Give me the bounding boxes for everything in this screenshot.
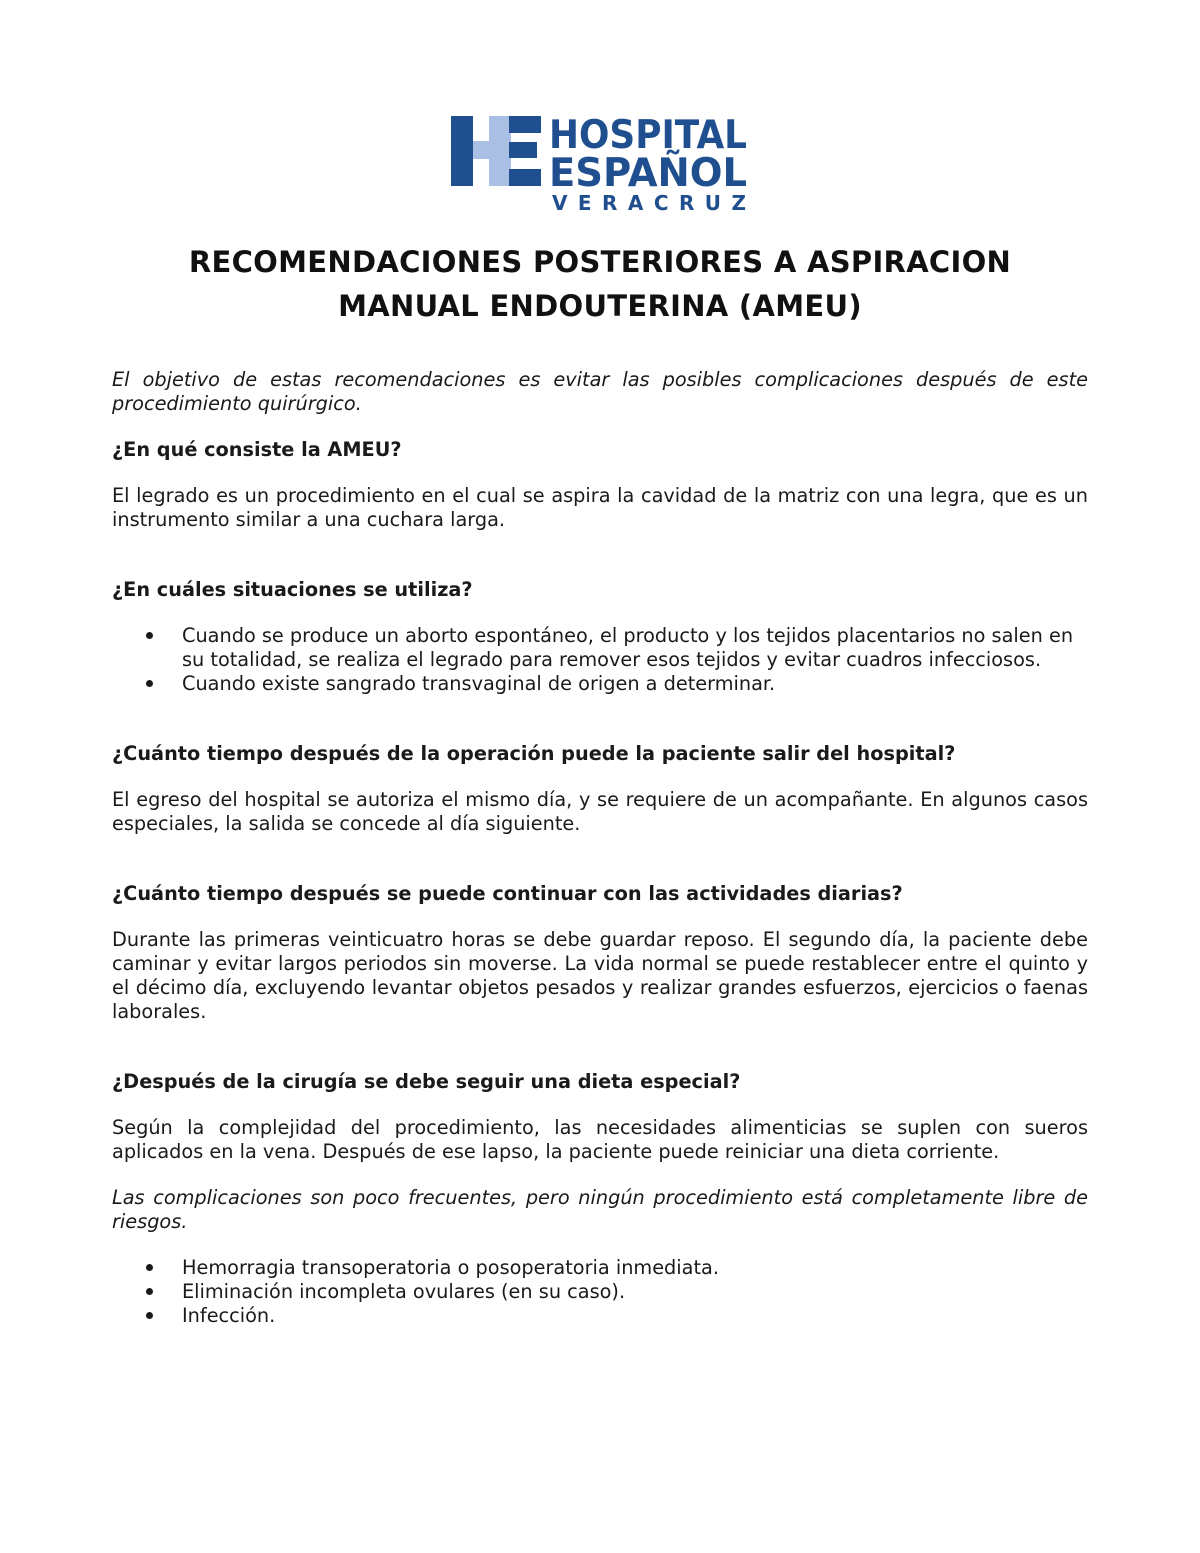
bullet-icon bbox=[146, 632, 153, 639]
list-item-text: Eliminación incompleta ovulares (en su caso). bbox=[182, 1280, 626, 1303]
list-item-text: Cuando existe sangrado transvaginal de origen a determinar. bbox=[182, 672, 776, 695]
section-heading-discharge: ¿Cuánto tiempo después de la operación puede la paciente salir del hospital? bbox=[112, 742, 956, 765]
situations-list bbox=[112, 624, 1088, 696]
list-item-text: Infección. bbox=[182, 1304, 276, 1327]
section-body-what: El legrado es un procedimiento en el cual se aspira la cavidad de la matriz con una legra, que es un instrumento similar a una cuchara larga. bbox=[112, 484, 1088, 531]
complications-list bbox=[112, 1256, 1088, 1328]
title-line-1: RECOMENDACIONES POSTERIORES A ASPIRACION bbox=[188, 245, 1012, 279]
hospital-logo bbox=[451, 114, 751, 214]
bullet-icon bbox=[146, 1312, 153, 1319]
title-line-2: MANUAL ENDOUTERINA (AMEU) bbox=[338, 289, 862, 323]
list-item bbox=[112, 624, 1088, 672]
section-heading-when: ¿En cuáles situaciones se utiliza? bbox=[112, 578, 473, 601]
section-body-diet: Según la complejidad del procedimiento, las necesidades alimenticias se suplen con sueros aplicados en la vena. Después de ese lapso, la paciente puede reiniciar una dieta corriente. bbox=[112, 1116, 1088, 1163]
list-item bbox=[112, 1280, 1088, 1304]
section-body-discharge: El egreso del hospital se autoriza el mismo día, y se requiere de un acompañante. En algunos casos especiales, la salida se concede al día siguiente. bbox=[112, 788, 1088, 835]
logo-line1: HOSPITAL bbox=[549, 114, 747, 158]
list-item bbox=[112, 1256, 1088, 1280]
bullet-icon bbox=[146, 680, 153, 687]
list-item bbox=[112, 672, 1088, 696]
bullet-icon bbox=[146, 1288, 153, 1295]
section-heading-diet: ¿Después de la cirugía se debe seguir una dieta especial? bbox=[112, 1070, 741, 1093]
section-heading-activities: ¿Cuánto tiempo después se puede continuar con las actividades diarias? bbox=[112, 882, 903, 905]
complications-note: Las complicaciones son poco frecuentes, pero ningún procedimiento está completamente libre de riesgos. bbox=[112, 1186, 1088, 1233]
page-title bbox=[112, 240, 1088, 328]
intro-paragraph: El objetivo de estas recomendaciones es evitar las posibles complicaciones después de este procedimiento quirúrgico. bbox=[112, 368, 1088, 415]
list-item-text: Hemorragia transoperatoria o posoperatoria inmediata. bbox=[182, 1256, 719, 1279]
logo-line2: ESPAÑOL bbox=[549, 151, 750, 196]
section-body-activities: Durante las primeras veinticuatro horas se debe guardar reposo. El segundo día, la paciente debe caminar y evitar largos periodos sin moverse. La vida normal se puede restablecer entre el quinto y el décimo día, excluyendo levantar objetos pesados y realizar grandes esfuerzos, ejercicios o faenas laborales. bbox=[112, 928, 1088, 1023]
list-item bbox=[112, 1304, 1088, 1328]
document-body bbox=[112, 368, 1088, 1328]
list-item-text: Cuando se produce un aborto espontáneo, el producto y los tejidos placentarios no salen en su totalidad, se realiza el legrado para remover esos tejidos y evitar cuadros infecciosos. bbox=[182, 624, 1074, 671]
he-monogram-icon bbox=[451, 114, 751, 214]
bullet-icon bbox=[146, 1264, 153, 1271]
section-heading-what: ¿En qué consiste la AMEU? bbox=[112, 438, 402, 461]
logo-line3: VERACRUZ bbox=[552, 191, 746, 214]
